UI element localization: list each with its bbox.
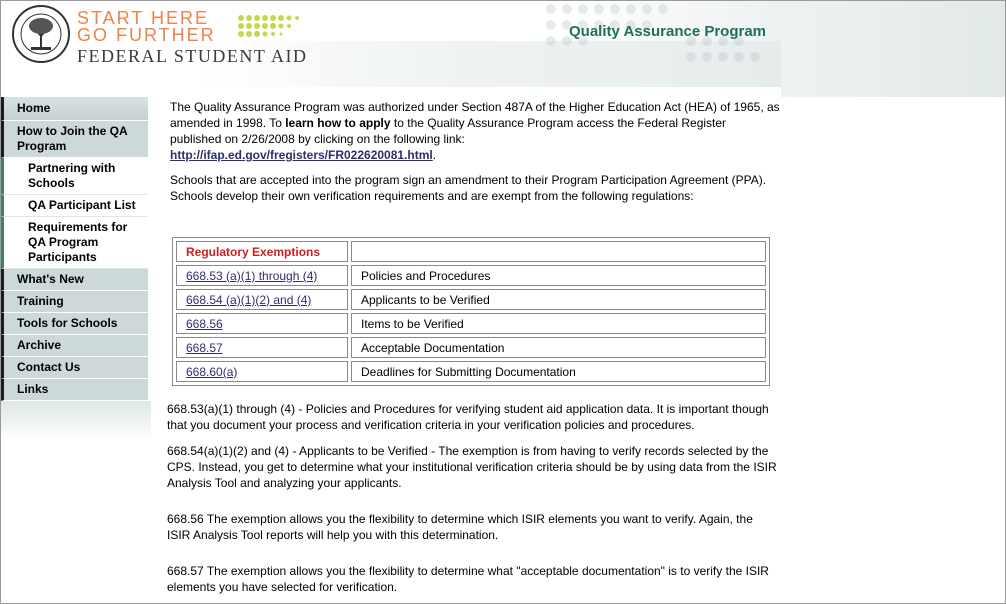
note-paragraph: 668.53(a)(1) through (4) - Policies and Procedures for verifying student aid application data. It is important though that you document your process and verification criteria in your verification policies and procedures.	[167, 402, 769, 432]
regulation-description: Acceptable Documentation	[351, 337, 766, 358]
site-header	[1, 1, 1005, 97]
sidebar-item-requirements[interactable]: Requirements for QA Program Participants	[1, 217, 148, 269]
table-row	[176, 313, 766, 334]
table-row	[176, 361, 766, 382]
department-of-education-seal-icon	[11, 4, 71, 64]
sidebar-item-partnering-with-schools[interactable]: Partnering with Schools	[1, 158, 148, 195]
federal-register-link[interactable]: http://ifap.ed.gov/fregisters/FR022620081.html	[170, 148, 433, 162]
intro-paragraph-1: The Quality Assurance Program was authorized under Section 487A of the Higher Education Act (HEA) of 1965, as amended in 1998. To learn how to apply to the Quality Assurance Program access the Federal Register published on 2/26/2008 by clicking on the following link: http://ifap.ed.gov/fregisters/FR022620081.html.	[170, 100, 780, 162]
regulatory-exemptions-table	[172, 237, 770, 386]
note-paragraph: 668.57 The exemption allows you the flexibility to determine what "acceptable documentation" is to verify the ISIR elements you have selected for verification.	[167, 564, 769, 594]
table-header-empty-cell	[351, 241, 766, 262]
sidebar-item-contact-us[interactable]: Contact Us	[1, 357, 148, 379]
regulation-description: Applicants to be Verified	[351, 289, 766, 310]
sidebar-fade	[1, 401, 151, 441]
logo-tagline-go: GO FURTHER	[77, 25, 216, 45]
logo-dots-icon	[237, 13, 301, 43]
regulation-link[interactable]: 668.54 (a)(1)(2) and (4)	[186, 292, 312, 307]
table-row	[176, 289, 766, 310]
intro-section	[170, 99, 780, 204]
sidebar-item-tools-for-schools[interactable]: Tools for Schools	[1, 313, 148, 335]
regulation-link[interactable]: 668.57	[186, 340, 223, 355]
learn-how-to-apply-text: learn how to apply	[285, 116, 391, 130]
table-row	[176, 265, 766, 286]
table-header-cell: Regulatory Exemptions	[176, 241, 348, 262]
regulation-link[interactable]: 668.53 (a)(1) through (4)	[186, 268, 318, 283]
intro-paragraph-2: Schools that are accepted into the program sign an amendment to their Program Participation Agreement (PPA). Schools develop their own verification requirements and are exempt from the following regulations:	[170, 173, 767, 203]
regulation-description: Policies and Procedures	[351, 265, 766, 286]
regulation-description: Items to be Verified	[351, 313, 766, 334]
sidebar-item-training[interactable]: Training	[1, 291, 148, 313]
page-title: Quality Assurance Program	[569, 23, 767, 40]
regulation-description: Deadlines for Submitting Documentation	[351, 361, 766, 382]
note-paragraph: 668.54(a)(1)(2) and (4) - Applicants to be Verified - The exemption is from having to verify records selected by the CPS. Instead, you get to determine what your institutional verification criteria should be by using data from the ISIR Analysis Tool and analyzing your applicants.	[167, 444, 777, 490]
sidebar-item-home[interactable]: Home	[1, 97, 148, 121]
sidebar-item-archive[interactable]: Archive	[1, 335, 148, 357]
regulation-link[interactable]: 668.56	[186, 316, 223, 331]
logo-federal-student-aid: FEDERAL STUDENT AID	[77, 46, 308, 66]
exemption-notes	[167, 401, 777, 604]
sidebar-item-whats-new[interactable]: What's New	[1, 269, 148, 291]
note-paragraph: 668.56 The exemption allows you the flexibility to determine which ISIR elements you want to verify. Again, the ISIR Analysis Tool reports will help you with this determination.	[167, 512, 753, 542]
regulation-link[interactable]: 668.60(a)	[186, 364, 238, 379]
sidebar-nav	[1, 97, 151, 441]
table-header-row	[176, 241, 766, 262]
sidebar-item-links[interactable]: Links	[1, 379, 148, 401]
logo-tagline-start: START HERE	[77, 8, 210, 28]
sidebar-item-qa-participant-list[interactable]: QA Participant List	[1, 195, 148, 217]
table-row	[176, 337, 766, 358]
sidebar-item-how-to-join[interactable]: How to Join the QA Program	[1, 121, 148, 158]
